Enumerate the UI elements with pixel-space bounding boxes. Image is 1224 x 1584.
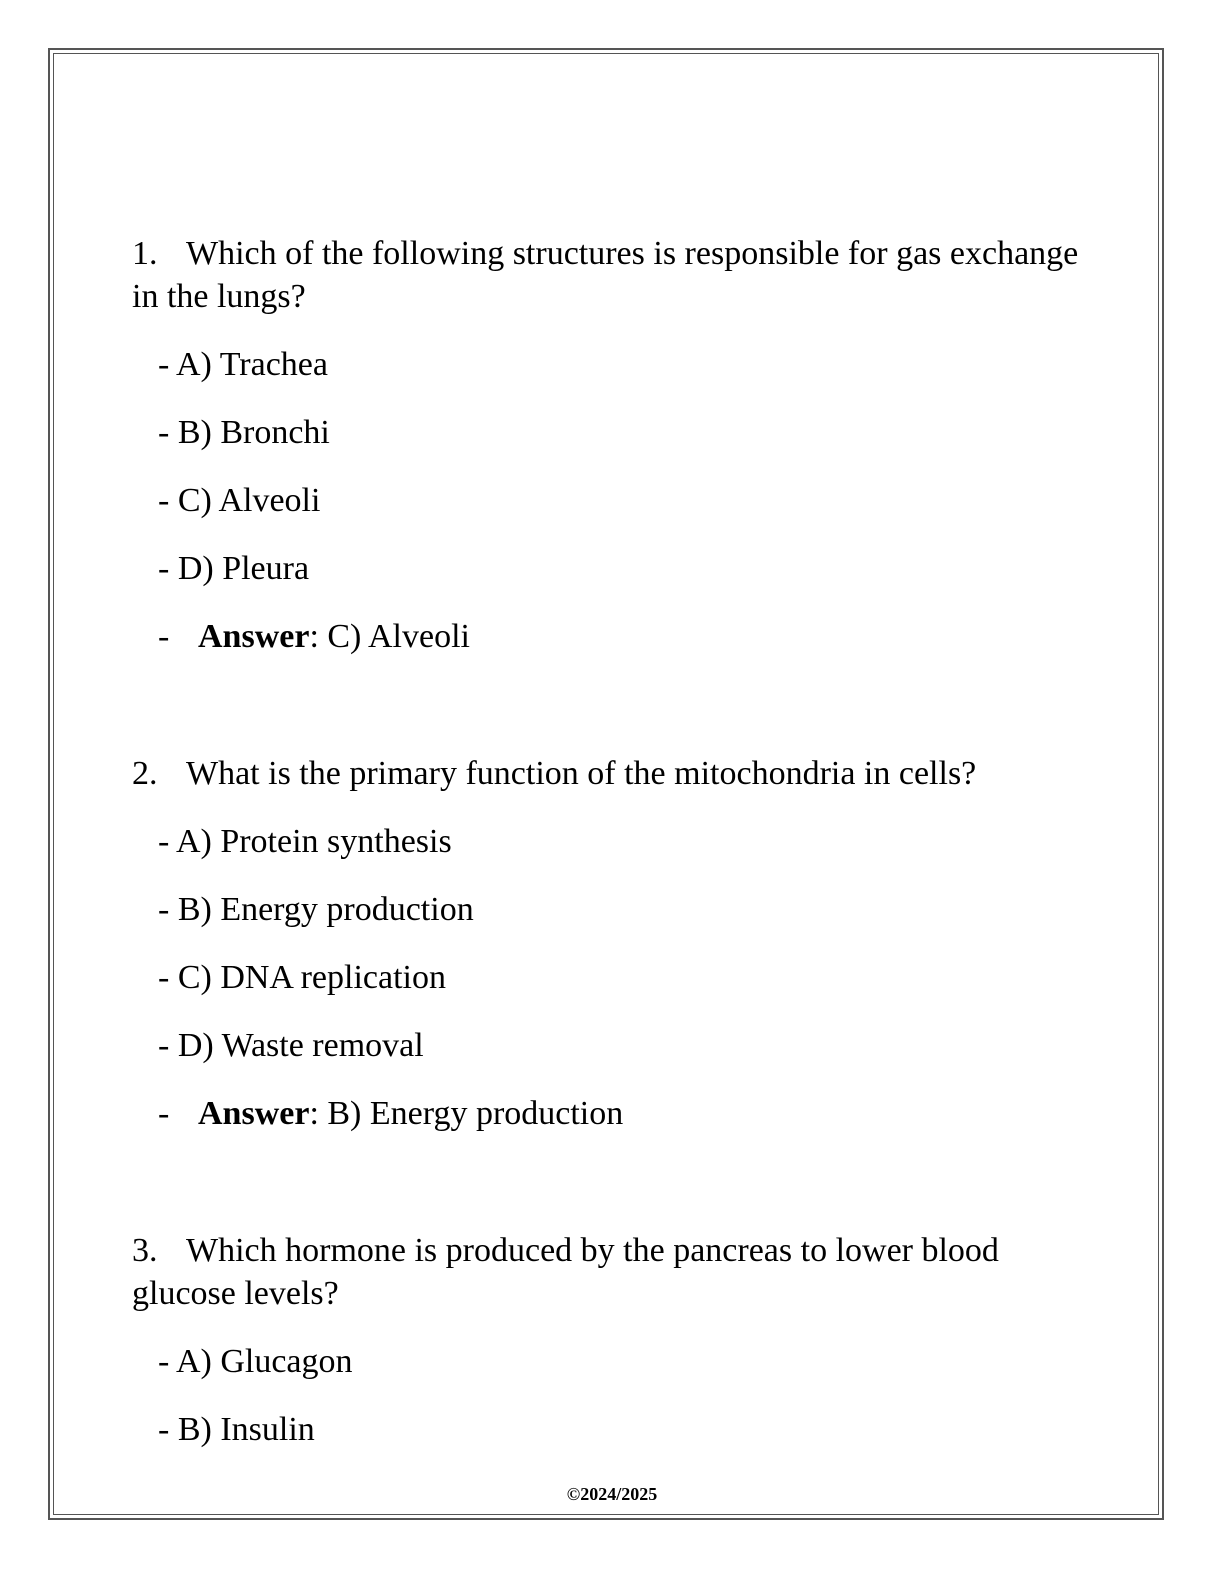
option-b: - B) Energy production (158, 891, 474, 928)
question-number: 2. (132, 755, 158, 792)
option-b: - B) Bronchi (158, 414, 330, 451)
question-3 (132, 1229, 1092, 1315)
option-c: - C) DNA replication (158, 959, 446, 996)
answer-line: - Answer: B) Energy production (158, 1095, 624, 1132)
question-text: What is the primary function of the mitochondria in cells? (186, 755, 977, 792)
option-b: - B) Insulin (158, 1411, 315, 1448)
question-number: 1. (132, 235, 158, 272)
question-block-3 (132, 1229, 1092, 1451)
option-d: - D) Pleura (158, 550, 310, 587)
option-a: - A) Trachea (158, 346, 328, 383)
answer-value: : C) Alveoli (309, 618, 470, 655)
answer-label: Answer (198, 1095, 310, 1132)
answer-value: : B) Energy production (309, 1095, 624, 1132)
quiz-content (132, 232, 1092, 1545)
question-1 (132, 232, 1092, 318)
question-number: 3. (132, 1232, 158, 1269)
question-block-2 (132, 752, 1092, 1135)
option-c: - C) Alveoli (158, 482, 321, 519)
copyright-footer: ©2024/2025 (566, 1484, 658, 1504)
option-a: - A) Protein synthesis (158, 823, 452, 860)
option-d: - D) Waste removal (158, 1027, 424, 1064)
question-text: Which hormone is produced by the pancreas to lower blood glucose levels? (132, 1232, 999, 1312)
answer-line: - Answer: C) Alveoli (158, 618, 470, 655)
question-text: Which of the following structures is responsible for gas exchange in the lungs? (132, 235, 1079, 315)
option-a: - A) Glucagon (158, 1343, 353, 1380)
question-2 (132, 752, 1092, 795)
question-block-1 (132, 232, 1092, 658)
answer-label: Answer (198, 618, 310, 655)
